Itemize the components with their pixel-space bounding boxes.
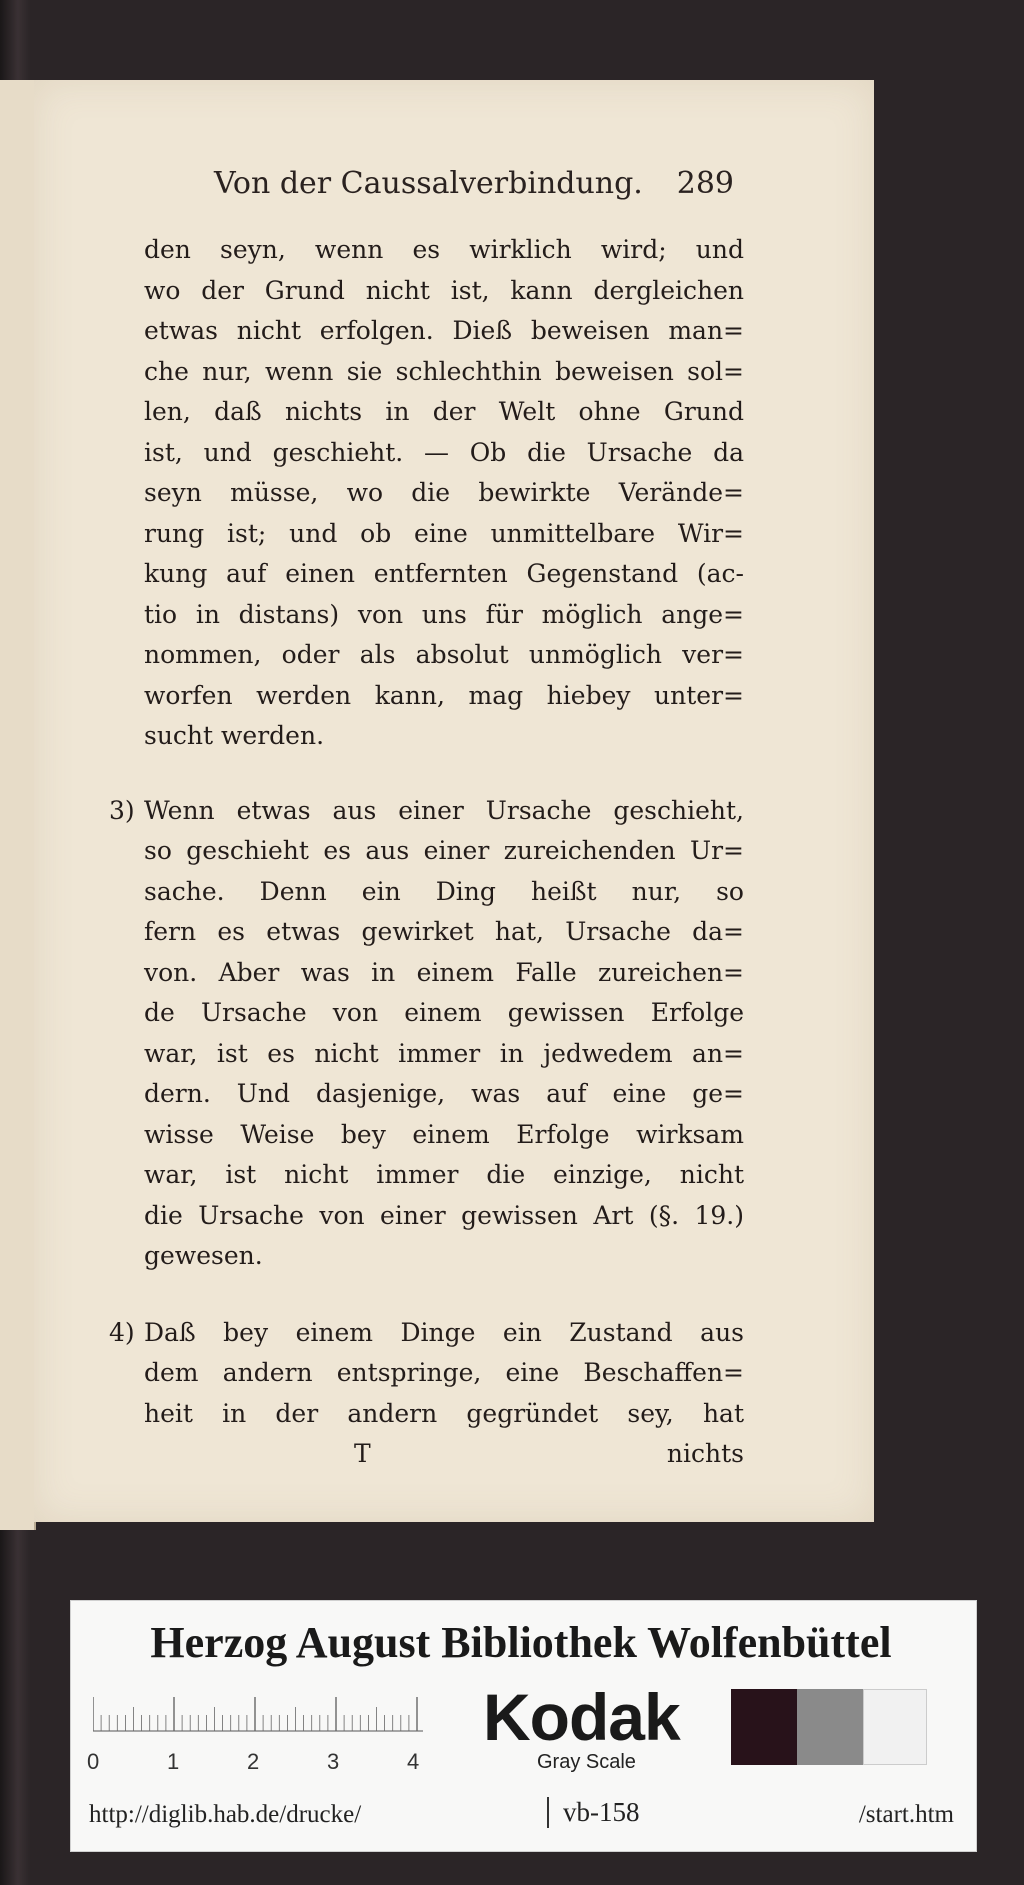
- url-right: /start.htm: [858, 1801, 954, 1828]
- ruler-numbers: [87, 1749, 467, 1779]
- ruler-number: 0: [87, 1749, 100, 1774]
- url-left: http://diglib.hab.de/drucke/: [89, 1801, 362, 1828]
- text-line: den seyn, wenn es wirklich wird; und: [144, 235, 744, 264]
- paragraph-4: [109, 1313, 744, 1475]
- kodak-logo: Kodak: [483, 1680, 680, 1754]
- ruler-number: 1: [167, 1749, 180, 1774]
- text-line: dern. Und dasjenige, was auf eine ge=: [144, 1079, 744, 1108]
- ruler-number: 3: [327, 1749, 340, 1774]
- text-line: von. Aber was in einem Falle zureichen=: [144, 957, 744, 987]
- text-line: die Ursache von einer gewissen Art (§. 19.): [144, 1200, 744, 1230]
- scale-ruler-icon: [93, 1693, 473, 1733]
- text-line: sache. Denn ein Ding heißt nur, so: [144, 876, 744, 906]
- body-text: [109, 230, 744, 1475]
- text-line: so geschieht es aus einer zureichenden Ur=: [144, 836, 744, 865]
- text-line: Daß bey einem Dinge ein Zustand aus: [144, 1317, 744, 1347]
- gray-swatch-mid: [797, 1689, 863, 1765]
- text-line: ist, und geschieht. — Ob die Ursache da: [144, 437, 744, 467]
- paragraph-3: [109, 791, 744, 1277]
- catchword: nichts: [666, 1439, 744, 1468]
- text-line: fern es etwas gewirket hat, Ursache da=: [144, 917, 744, 946]
- paragraph-number: 3): [109, 795, 135, 825]
- ruler-number: 2: [247, 1749, 260, 1774]
- ruler-number: 4: [407, 1749, 420, 1774]
- text-line: kung auf einen entfernten Gegenstand (ac-: [144, 559, 744, 588]
- signature-mark: T: [354, 1439, 371, 1468]
- previous-page-edge: [0, 80, 36, 1530]
- text-line: de Ursache von einem gewissen Erfolge: [144, 998, 744, 1027]
- text-line: etwas nicht erfolgen. Dieß beweisen man=: [144, 316, 744, 345]
- gray-swatch-dark: [731, 1689, 797, 1765]
- text-line: war, ist es nicht immer in jedwedem an=: [144, 1038, 744, 1068]
- text-line: Wenn etwas aus einer Ursache geschieht,: [144, 795, 744, 825]
- signature-line: [144, 1434, 744, 1475]
- text-line: che nur, wenn sie schlechthin beweisen sol=: [144, 356, 744, 386]
- text-line: war, ist nicht immer die einzige, nicht: [144, 1160, 744, 1189]
- text-line: nommen, oder als absolut unmöglich ver=: [144, 640, 744, 669]
- running-head: [174, 160, 734, 210]
- library-name: Herzog August Bibliothek Wolfenbüttel: [150, 1618, 892, 1667]
- text-line: gewesen.: [144, 1241, 263, 1270]
- shelfmark: vb-158: [547, 1797, 640, 1828]
- text-line: len, daß nichts in der Welt ohne Grund: [144, 397, 744, 426]
- gray-swatch-light: [863, 1689, 927, 1765]
- text-line: heit in der andern gegründet sey, hat: [144, 1398, 744, 1428]
- running-title: Von der Caussalverbindung.: [214, 166, 643, 201]
- text-line: dem andern entspringe, eine Beschaffen=: [144, 1358, 744, 1387]
- text-line: tio in distans) von uns für möglich ange=: [144, 599, 744, 629]
- text-line: seyn müsse, wo die bewirkte Verände=: [144, 478, 744, 507]
- page-number: 289: [676, 166, 734, 201]
- text-line: sucht werden.: [144, 721, 325, 750]
- text-line: wo der Grund nicht ist, kann dergleichen: [144, 275, 744, 305]
- paragraph-number: 4): [109, 1317, 135, 1347]
- text-line: wisse Weise bey einem Erfolge wirksam: [144, 1119, 744, 1149]
- gray-scale-label: Gray Scale: [537, 1751, 636, 1773]
- text-line: rung ist; und ob eine unmittelbare Wir=: [144, 518, 744, 548]
- text-line: worfen werden kann, mag hiebey unter=: [144, 680, 744, 710]
- paragraph-continuation: [144, 230, 744, 757]
- library-footer-card: [70, 1600, 977, 1852]
- book-page: [34, 80, 874, 1522]
